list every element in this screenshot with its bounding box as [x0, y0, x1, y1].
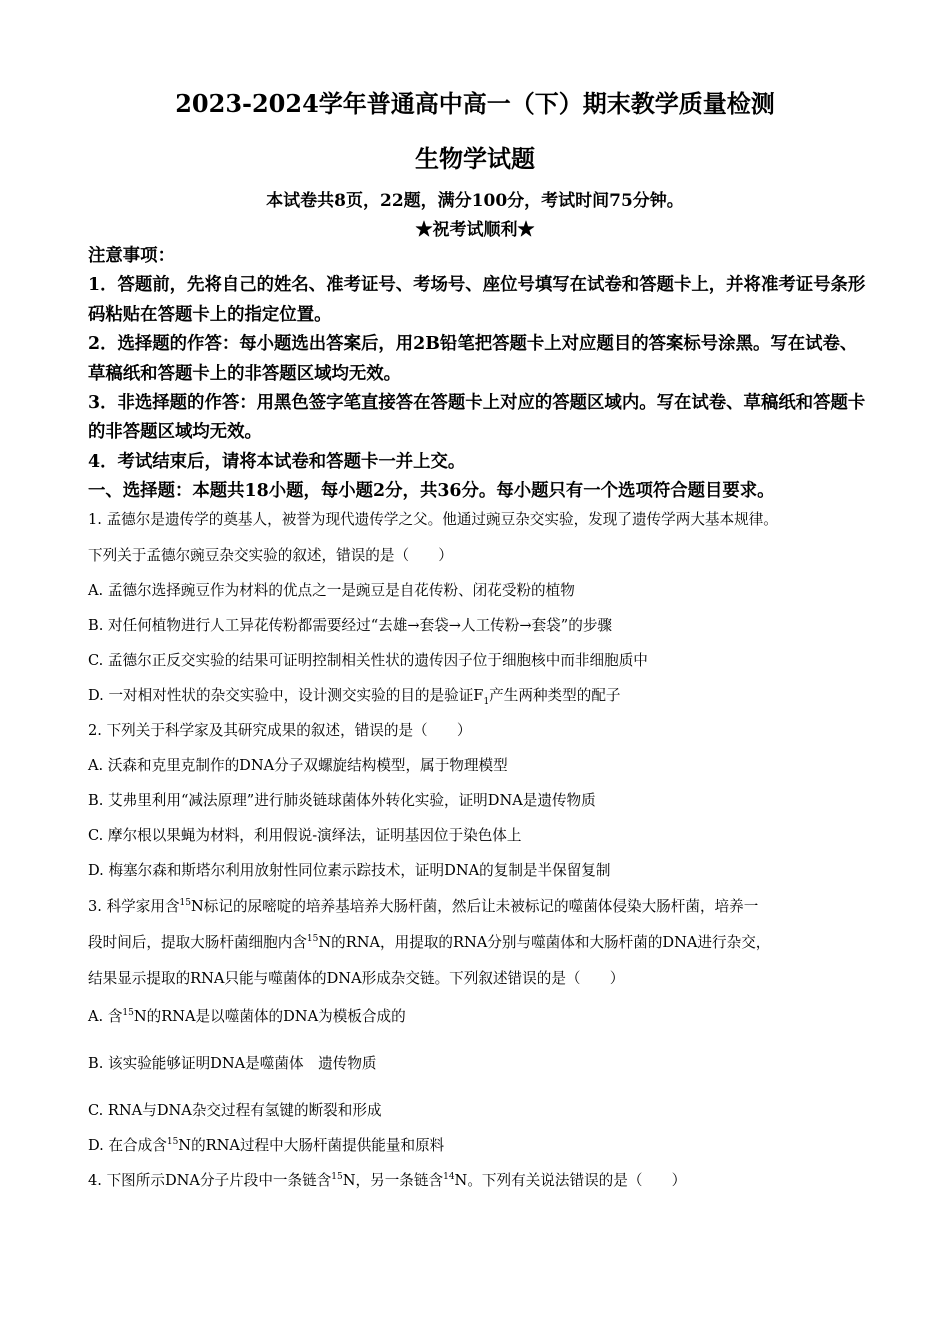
q4-text: 4. 下图所示DNA分子片段中一条链含 [88, 1172, 332, 1189]
subject-title: 生物学试题 [415, 144, 535, 173]
question-line [88, 969, 878, 989]
option-line [88, 756, 878, 776]
q2-option-a: A. 沃森和克里克制作的DNA分子双螺旋结构模型，属于物理模型 [88, 757, 508, 774]
exam-title: 2023-2024学年普通高中高一（下）期末教学质量检测 [175, 89, 775, 118]
q2-stem: 2. 下列关于科学家及其研究成果的叙述，错误的是（ ） [88, 722, 472, 739]
superscript: 15 [122, 1008, 134, 1019]
q3-option-a [88, 1008, 406, 1025]
option-line [88, 1101, 878, 1121]
superscript: 15 [331, 1172, 343, 1183]
superscript: 15 [306, 934, 319, 945]
option-line [88, 861, 878, 881]
exam-wish: ★祝考试顺利★ [415, 220, 535, 240]
option-line [88, 791, 878, 811]
question-line [88, 721, 878, 741]
q2-option-c: C. 摩尔根以果蝇为材料，利用假说-演绎法，证明基因位于染色体上 [88, 827, 522, 844]
q4-text: N。下列有关说法错误的是（ ） [454, 1172, 687, 1189]
superscript: 15 [179, 898, 191, 909]
note-item: 1．答题前，先将自己的姓名、准考证号、考场号、座位号填写在试卷和答题卡上，并将准考证号条形码粘贴在答题卡上的指定位置。 [88, 275, 866, 325]
superscript: 15 [166, 1137, 179, 1148]
q3-text: N的RNA，用提取的RNA分别与噬菌体和大肠杆菌的DNA进行杂交， [318, 934, 771, 951]
note-item: 4．考试结束后，请将本试卷和答题卡一并上交。 [88, 451, 466, 472]
q1-stem-line-1: 1. 孟德尔是遗传学的奠基人，被誉为现代遗传学之父。他通过豌豆杂交实验，发现了遗传学两大基本规律。 [88, 511, 778, 528]
option-line [88, 1007, 878, 1027]
question-line [88, 897, 878, 917]
notes-block [88, 242, 868, 477]
question-line [88, 510, 878, 530]
q3-option-d-text: D. 在合成含 [88, 1137, 167, 1154]
q1-stem-line-2: 下列关于孟德尔豌豆杂交实验的叙述，错误的是（ ） [88, 547, 453, 564]
section-heading: 一、选择题：本题共18小题，每小题2分，共36分。每小题只有一个选项符合题目要求。 [88, 481, 775, 501]
q1-option-d-text: D. 一对相对性状的杂交实验中，设计测交实验的目的是验证F [88, 687, 484, 704]
q3-option-d [88, 1137, 444, 1154]
option-line [88, 616, 878, 636]
superscript: 14 [443, 1172, 455, 1183]
note-item: 2．选择题的作答：每小题选出答案后，用2B铅笔把答题卡上对应题目的答案标号涂黑。写在试卷、草稿纸和答题卡上的非答题区域均无效。 [88, 334, 858, 384]
q4-text: N，另一条链含 [342, 1172, 444, 1189]
q3-text: 段时间后，提取大肠杆菌细胞内含 [88, 934, 307, 951]
note-item: 3．非选择题的作答：用黑色签字笔直接答在答题卡上对应的答题区域内。写在试卷、草稿纸和答题卡的非答题区域均无效。 [88, 393, 866, 443]
q1-option-a: A. 孟德尔选择豌豆作为材料的优点之一是豌豆是自花传粉、闭花受粉的植物 [88, 582, 575, 599]
option-line [88, 1136, 878, 1156]
q3-stem-line-2 [88, 934, 770, 951]
q3-option-c: C. RNA与DNA杂交过程有氢键的断裂和形成 [88, 1102, 382, 1119]
q3-option-a-text: A. 含 [88, 1008, 123, 1025]
q1-option-d-text-end: 产生两种类型的配子 [489, 687, 621, 704]
q2-option-d: D. 梅塞尔森和斯塔尔利用放射性同位素示踪技术，证明DNA的复制是半保留复制 [88, 862, 611, 879]
q3-stem-line-3: 结果显示提取的RNA只能与噬菌体的DNA形成杂交链。下列叙述错误的是（ ） [88, 970, 625, 987]
question-line [88, 546, 878, 566]
question-line [88, 933, 878, 953]
q3-option-a-text-end: N的RNA是以噬菌体的DNA为模板合成的 [133, 1008, 406, 1025]
exam-info: 本试卷共8页，22题，满分100分，考试时间75分钟。 [266, 191, 684, 211]
q1-option-d [88, 687, 621, 707]
q3-option-d-text-end: N的RNA过程中大肠杆菌提供能量和原料 [178, 1137, 445, 1154]
q3-text: 3. 科学家用含 [88, 898, 180, 915]
option-line [88, 651, 878, 671]
option-line [88, 581, 878, 601]
question-line [88, 1171, 878, 1191]
q2-option-b: B. 艾弗里利用“减法原理”进行肺炎链球菌体外转化实验，证明DNA是遗传物质 [88, 792, 596, 809]
option-line [88, 826, 878, 846]
option-line [88, 686, 878, 706]
subscript: 1 [483, 696, 490, 707]
q3-option-b: B. 该实验能够证明DNA是噬菌体 遗传物质 [88, 1055, 377, 1072]
q3-text: N标记的尿嘧啶的培养基培养大肠杆菌，然后让未被标记的噬菌体侵染大肠杆菌，培养一 [191, 898, 759, 915]
q4-stem [88, 1172, 686, 1189]
option-line [88, 1054, 878, 1074]
q3-stem-line-1 [88, 898, 758, 915]
notes-heading: 注意事项： [88, 246, 175, 266]
q1-option-b: B. 对任何植物进行人工异花传粉都需要经过“去雄→套袋→人工传粉→套袋”的步骤 [88, 617, 613, 634]
q1-option-c: C. 孟德尔正反交实验的结果可证明控制相关性状的遗传因子位于细胞核中而非细胞质中 [88, 652, 648, 669]
